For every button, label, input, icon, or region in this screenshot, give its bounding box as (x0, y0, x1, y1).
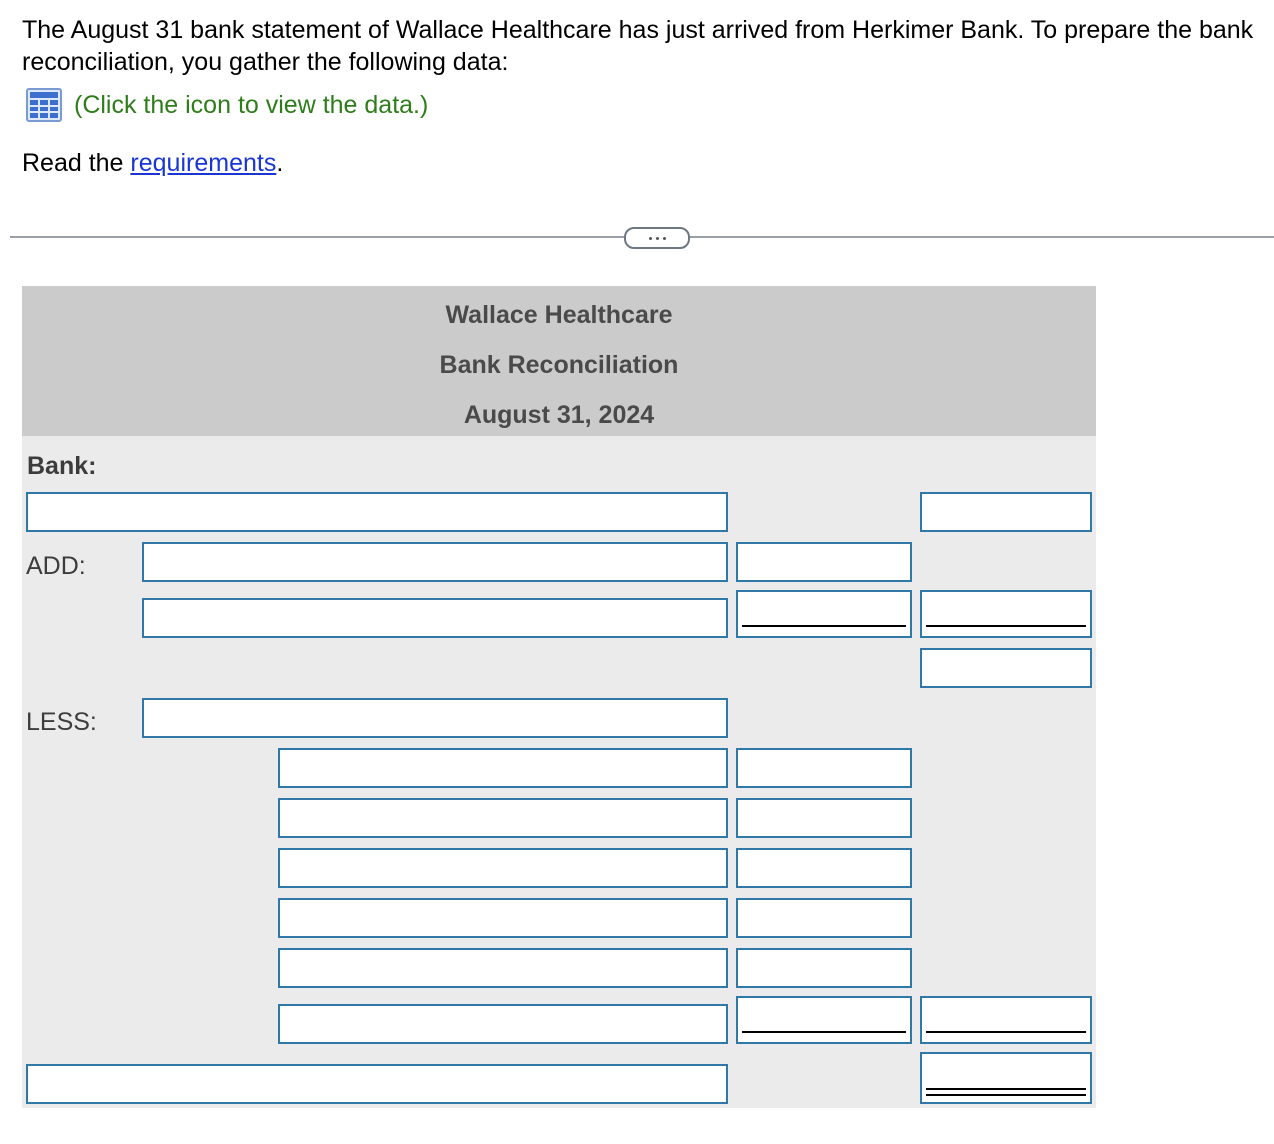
less-item-1-description-input[interactable] (278, 748, 728, 788)
dot-icon (663, 237, 666, 240)
view-data-link[interactable] (26, 88, 428, 122)
add-item-1-description-input[interactable] (142, 542, 728, 582)
double-underline-rule (926, 1088, 1086, 1090)
less-item-5-description-input[interactable] (278, 948, 728, 988)
underline-rule (742, 625, 906, 627)
less-item-2-amount-input[interactable] (736, 798, 912, 838)
less-item-1-amount-input[interactable] (736, 748, 912, 788)
bank-balance-amount-input[interactable] (920, 492, 1092, 532)
reconciliation-worksheet (22, 286, 1096, 1108)
adjusted-balance-amount-input[interactable] (920, 1052, 1092, 1104)
read-suffix: . (276, 149, 284, 177)
dot-icon (656, 237, 659, 240)
less-item-4-amount-input[interactable] (736, 898, 912, 938)
underline-rule (926, 625, 1086, 627)
add-item-2-amount-input[interactable] (736, 590, 912, 638)
less-item-2-description-input[interactable] (278, 798, 728, 838)
add-item-2-description-input[interactable] (142, 598, 728, 638)
requirements-link[interactable]: requirements (130, 149, 277, 177)
add-subtotal-amount-input[interactable] (920, 648, 1092, 688)
company-name: Wallace Healthcare (445, 301, 673, 329)
less-item-5-amount-input[interactable] (736, 948, 912, 988)
less-item-6-description-input[interactable] (278, 1004, 728, 1044)
less-item-4-description-input[interactable] (278, 898, 728, 938)
less-total-amount-input[interactable] (920, 996, 1092, 1044)
less-label: LESS: (26, 708, 97, 736)
dot-icon (649, 237, 652, 240)
data-table-icon[interactable] (26, 88, 62, 122)
add-total-amount-input[interactable] (920, 590, 1092, 638)
less-item-3-description-input[interactable] (278, 848, 728, 888)
worksheet-title: Bank Reconciliation (439, 351, 679, 379)
bank-balance-description-input[interactable] (26, 492, 728, 532)
expand-ellipsis-button[interactable] (624, 227, 690, 249)
read-requirements-line (22, 147, 283, 179)
less-header-description-input[interactable] (142, 698, 728, 738)
read-prefix: Read the (22, 149, 131, 177)
underline-rule (742, 1031, 906, 1033)
bank-label: Bank: (27, 452, 97, 480)
less-item-6-amount-input[interactable] (736, 996, 912, 1044)
view-data-text[interactable]: (Click the icon to view the data.) (74, 90, 429, 119)
double-underline-rule (926, 1094, 1086, 1096)
intro-text: The August 31 bank statement of Wallace Healthcare has just arrived from Herkimer Bank. To prepare the bank reconciliation, you gather the following data: (22, 16, 1254, 76)
less-item-3-amount-input[interactable] (736, 848, 912, 888)
adjusted-balance-description-input[interactable] (26, 1064, 728, 1104)
worksheet-date: August 31, 2024 (463, 401, 655, 429)
worksheet-header (22, 286, 1096, 436)
add-label: ADD: (26, 552, 86, 580)
add-item-1-amount-input[interactable] (736, 542, 912, 582)
underline-rule (926, 1031, 1086, 1033)
